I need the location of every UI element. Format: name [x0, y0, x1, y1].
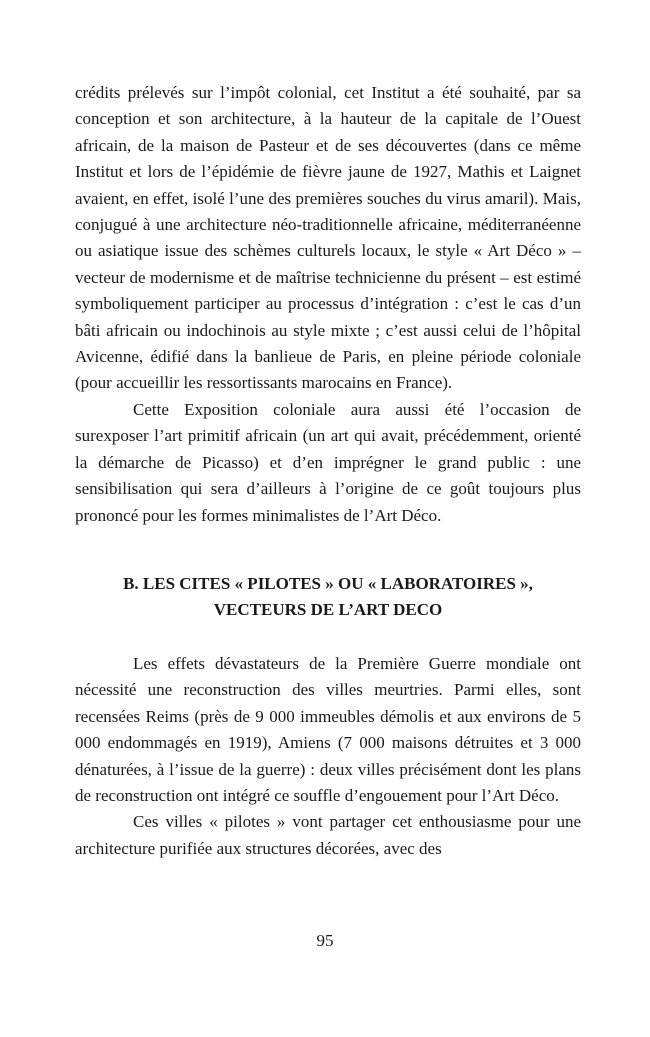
section-heading-line-1: B. LES CITES « PILOTES » OU « LABORATOIRES », — [123, 573, 533, 593]
paragraph-continued: crédits prélevés sur l’impôt colonial, cet Institut a été souhaité, par sa conception et son architecture, à la hauteur de la capitale de l’Ouest africain, de la maison de Pasteur et de ses découvertes (dans ce même Institut et lors de l’épidémie de fièvre jaune de 1927, Mathis et Laignet avaient, en effet, isolé l’une des premières souches du virus amaril). Mais, conjugué à une architecture néo-traditionnelle africaine, méditerranéenne ou asiatique issue des schèmes culturels locaux, le style « Art Déco » – vecteur de modernisme et de maîtrise technicienne du présent – est estimé symboliquement participer au processus d’intégration : c’est le cas d’un bâti africain ou indochinois au style mixte ; c’est aussi celui de l’hôpital Avicenne, édifié dans la banlieue de Paris, en pleine période coloniale (pour accueillir les ressortissants marocains en France). — [75, 83, 581, 393]
paragraph-pilot-cities: Ces villes « pilotes » vont partager cet enthousiasme pour une architecture purifiée aux structures décorées, avec des — [75, 812, 581, 858]
section-heading — [75, 571, 581, 623]
paragraph-reconstruction: Les effets dévastateurs de la Première Guerre mondiale ont nécessité une reconstruction des villes meurtries. Parmi elles, sont recensées Reims (près de 9 000 immeubles démolis et aux environs de 5 000 endommagés en 1919), Amiens (7 000 maisons détruites et 3 000 dénaturées, à l’issue de la guerre) : deux villes précisément dont les plans de reconstruction ont intégré ce souffle d’engouement pour l’Art Déco. — [75, 653, 581, 805]
page-number: 95 — [316, 931, 334, 950]
page-body — [75, 80, 581, 862]
paragraph-exposition: Cette Exposition coloniale aura aussi été l’occasion de surexposer l’art primitif africain (un art qui avait, précédemment, orienté la démarche de Picasso) et d’en imprégner le grand public : une sensibilisation qui sera d’ailleurs à l’origine de ce goût toujours plus prononcé pour les formes minimalistes de l’Art Déco. — [75, 399, 581, 525]
section-heading-line-2: VECTEURS DE L’ART DECO — [213, 599, 443, 619]
